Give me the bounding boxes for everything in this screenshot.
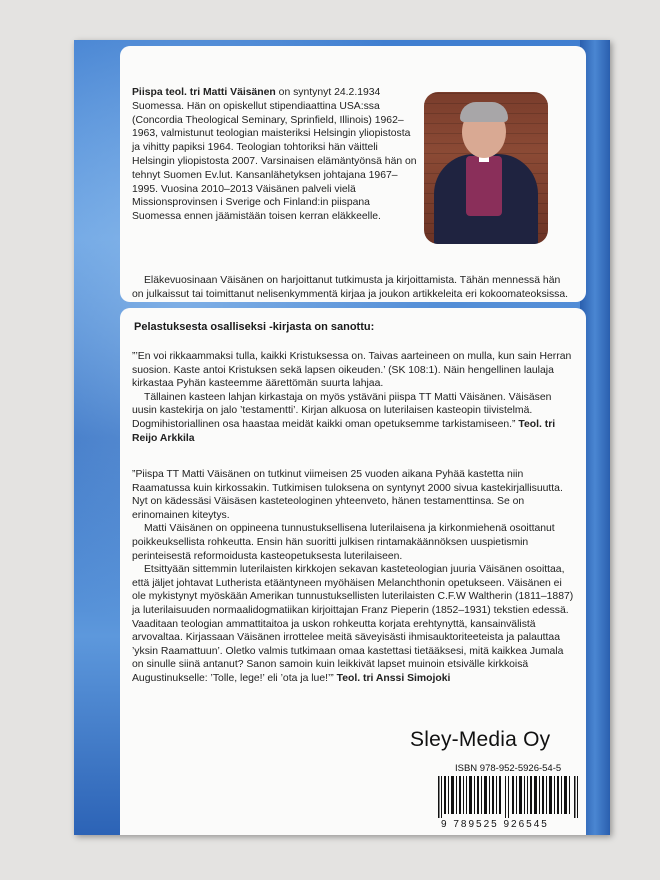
- quote-signature: Teol. tri Anssi Simojoki: [336, 672, 451, 684]
- quote-arkkila: [132, 350, 576, 445]
- publisher-logo: Sley-Media Oy: [410, 728, 551, 751]
- quote-signature: Teol. tri Reijo Arkkila: [132, 418, 556, 444]
- quote-paragraph: Etsittyään sittemmin luterilaisten kirkkojen sekavan kasteteologian juuria Väisänen osoittaa, että jäljet johtavat Lutherista etääntyneen myöhäisen Melanchthonin opetukseen. Väisänen ei ole mykistynyt myöskään Amerikan tunnustuksellisten luterilaisten C.F.W Waltherin (1811–1887) ja luterilaisuuden normaalidogmatiikan kirjoittajan Franz Pieperin (1852–1931) tekstien edessä. Vaaditaan teologian ammattitaitoa ja uskon rohkeutta korjata erehtynyttä, kansainvälistä arvovaltaa. Kirjassaan Väisänen irrottelee meitä säveyisästi ihmisauktoriteeteista ja palauttaa ’yksin Raamattuun’. Oletko valmis tutkimaan omaa kastettasi tietääksesi, mitä kaikkea Jumala on sinulle siinä antanut? Sanon samoin kuin leikkivät lapset muinoin etsivälle kirkkoisä Augustinukselle: ’Tolle, lege!’ eli ’ota ja lue!’”: [132, 564, 574, 684]
- barcode-number: 9 789525 926545: [441, 819, 549, 830]
- author-bio-retirement: Eläkevuosinaan Väisänen on harjoittanut tutkimusta ja kirjoittamista. Tähän mennessä hän on julkaissut tai toimittanut nelisenkymmentä kirjaa ja joukon artikkeleita eri kokoomateoksissa.: [132, 275, 569, 300]
- barcode: [438, 776, 580, 818]
- quote-paragraph: Matti Väisänen on oppineena tunnustuksellisena luterilaisena ja kirkonmiehenä osoittanut poikkeuksellista rohkeutta. Ensin hän suoritti julkisen rintamakäännöksen uuspietismin perinteisestä reformoidusta kasteopetuksesta luterilaiseen.: [132, 523, 555, 562]
- author-bio-intro: on syntynyt 24.2.1934 Suomessa. Hän on opiskellut stipendiaattina USA:ssa (Concordia Theological Seminary, Sprinfield, Illinois) 1962–1963, valmistunut teologian maisteriksi Helsingin yliopistosta ja vihitty papiksi 1964. Teologian tohtoriksi hän väitteli Helsingin yliopistosta 2007. Varsinaisen elämäntyönsä hän on tehnyt Suomen Ev.lut. Kansanlähetyksen johtajana 1967–1995. Vuosina 2010–2013 Väisänen palveli vielä Missionsprovinsen i Sverige och Finland:in piispana Suomessa ennen jäämistään toisen kerran eläkkeelle.: [132, 87, 417, 223]
- author-bio: [132, 86, 420, 224]
- quotes-title: Pelastuksesta osalliseksi -kirjasta on sanottu:: [134, 321, 375, 333]
- isbn-label: ISBN 978-952-5926-54-5: [455, 763, 562, 774]
- quote-paragraph: Tällainen kasteen lahjan kirkastaja on myös ystäväni piispa TT Matti Väisänen. Väisäsen uusin kastekirja on jalo ’testamentti’. Kirjan alkuosa on luterilaisen kasteopin tiivistelmä. Dogmihistoriallinen osa haastaa meidät kaikki oman opetuksemme tarkistamiseen.”: [132, 391, 552, 430]
- quote-simojoki: [132, 468, 576, 686]
- author-panel: [120, 46, 586, 302]
- author-photo: [424, 92, 548, 244]
- author-name: Piispa teol. tri Matti Väisänen: [132, 87, 276, 98]
- quote-paragraph: ”Piispa TT Matti Väisänen on tutkinut viimeisen 25 vuoden aikana Pyhää kastetta niin Raamatussa kuin kirkossakin. Tutkimisen tuloksena on syntynyt 2000 sivua kastekirjallisuutta. Nyt on kädessäsi Väisäsen kasteteologinen yhteenveto, hänen testamenttinsa. Se on erinomainen kiteytys.: [132, 469, 563, 521]
- book-back-cover: [74, 40, 610, 835]
- quote-paragraph: ”’En voi rikkaammaksi tulla, kaikki Kristuksessa on. Taivas aarteineen on mulla, kun sain Herran suosion. Kaste antoi Kristuksen sekä lapsen oikeuden.’ (SK 108:1). Näin hengellinen laulaja kirkastaa Pyhän kasteemme äärettömän suurta lahjaa.: [132, 351, 572, 390]
- quotes-panel: [120, 308, 586, 835]
